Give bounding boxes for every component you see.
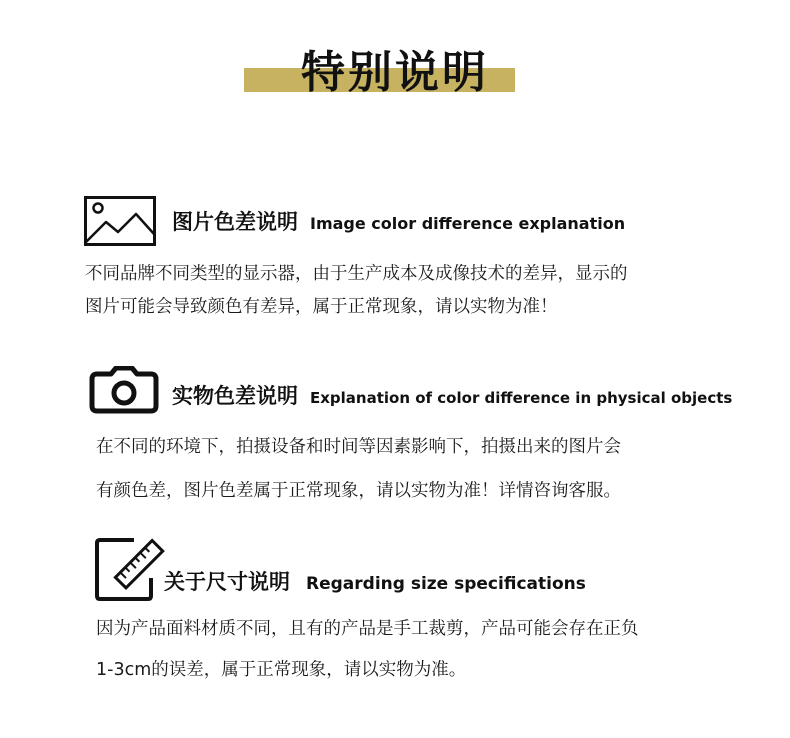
section-heading-physical-color (172, 380, 732, 410)
image-icon (84, 196, 156, 250)
section-heading-size (164, 566, 586, 596)
heading-en: Explanation of color difference in physical objects (310, 389, 733, 407)
paragraph-line: 在不同的环境下，拍摄设备和时间等因素影响下，拍摄出来的图片会 (96, 437, 621, 457)
paragraph-line: 1-3cm的误差，属于正常现象，请以实物为准。 (96, 660, 467, 680)
camera-icon (89, 366, 159, 418)
paragraph-line: 有颜色差，图片色差属于正常现象，请以实物为准！详情咨询客服。 (96, 481, 621, 501)
heading-en: Regarding size specifications (306, 574, 586, 594)
heading-cn: 实物色差说明 (172, 384, 298, 408)
paragraph-line: 因为产品面料材质不同，且有的产品是手工裁剪，产品可能会存在正负 (96, 619, 639, 639)
page-title: 特别说明 (301, 47, 489, 98)
heading-cn: 图片色差说明 (172, 210, 298, 234)
paragraph-line: 图片可能会导致颜色有差异，属于正常现象，请以实物为准！ (85, 297, 558, 317)
heading-cn: 关于尺寸说明 (164, 570, 290, 594)
ruler-pencil-icon (94, 536, 166, 606)
section-heading-image-color (172, 206, 625, 236)
heading-en: Image color difference explanation (310, 214, 626, 233)
paragraph-line: 不同品牌不同类型的显示器，由于生产成本及成像技术的差异，显示的 (85, 264, 628, 284)
